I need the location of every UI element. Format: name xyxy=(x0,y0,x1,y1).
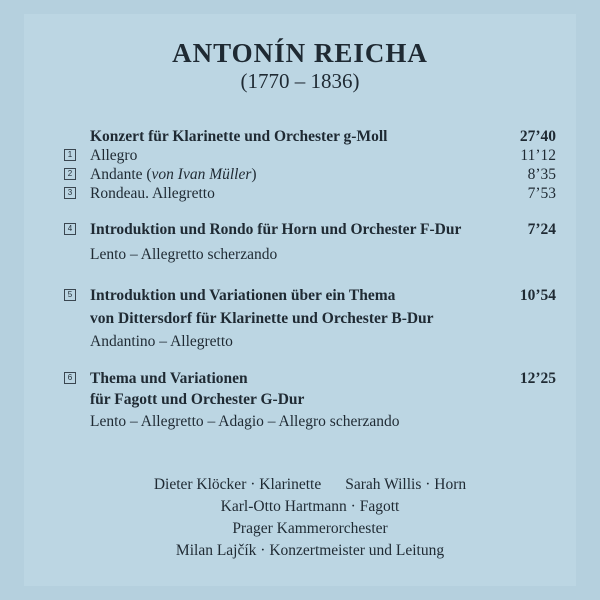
composer-dates: (1770 – 1836) xyxy=(240,69,360,93)
movement-title: Allegro xyxy=(90,147,138,164)
composer-name: ANTONÍN REICHA xyxy=(172,38,428,68)
movement-row xyxy=(64,165,556,184)
work-title: Thema und Variationen xyxy=(90,370,248,387)
credit-orchestra: Prager Kammerorchester xyxy=(232,520,388,537)
work-title-line2: von Dittersdorf für Klarinette und Orchester B-Dur xyxy=(90,310,434,327)
work-total-time: 10’54 xyxy=(519,287,556,304)
work-total-time: 7’24 xyxy=(527,221,556,238)
movement-time: 7’53 xyxy=(527,185,556,202)
credit-line xyxy=(40,474,580,496)
track-number: 3 xyxy=(64,187,76,199)
movement-row xyxy=(64,184,556,203)
work-bassoon-variations xyxy=(64,369,556,431)
work-tempo: Lento – Allegretto – Adagio – Allegro scherzando xyxy=(90,413,400,430)
work-title: Introduktion und Rondo für Horn und Orchester F-Dur xyxy=(90,221,462,238)
track-number: 2 xyxy=(64,168,76,180)
credit-clarinet: Dieter Klöcker · Klarinette xyxy=(153,476,322,493)
track-number: 6 xyxy=(64,372,76,384)
credit-horn: Sarah Willis · Horn xyxy=(345,476,467,493)
movement-time: 11’12 xyxy=(520,147,556,164)
work-total-time: 27’40 xyxy=(519,128,556,145)
work-horn-rondo xyxy=(64,220,556,264)
work-tempo: Andantino – Allegretto xyxy=(90,333,233,350)
work-title: Konzert für Klarinette und Orchester g-Moll xyxy=(90,128,388,145)
movement-row xyxy=(64,146,556,165)
work-title-line2: für Fagott und Orchester G-Dur xyxy=(90,391,305,408)
movement-title: Andante (von Ivan Müller) xyxy=(90,166,257,183)
credit-bassoon: Karl-Otto Hartmann · Fagott xyxy=(220,498,400,515)
track-number: 5 xyxy=(64,289,76,301)
movement-title: Rondeau. Allegretto xyxy=(90,185,215,202)
work-clarinet-concerto xyxy=(64,127,556,203)
performer-credits xyxy=(40,474,580,562)
work-tempo: Lento – Allegretto scherzando xyxy=(90,246,278,263)
work-clarinet-variations xyxy=(64,286,556,351)
track-number: 4 xyxy=(64,223,76,235)
work-title: Introduktion und Variationen über ein Thema xyxy=(90,287,396,304)
credit-conductor: Milan Lajčík · Konzertmeister und Leitung xyxy=(175,542,445,559)
work-total-time: 12’25 xyxy=(519,370,556,387)
movement-time: 8’35 xyxy=(527,166,556,183)
track-number: 1 xyxy=(64,149,76,161)
